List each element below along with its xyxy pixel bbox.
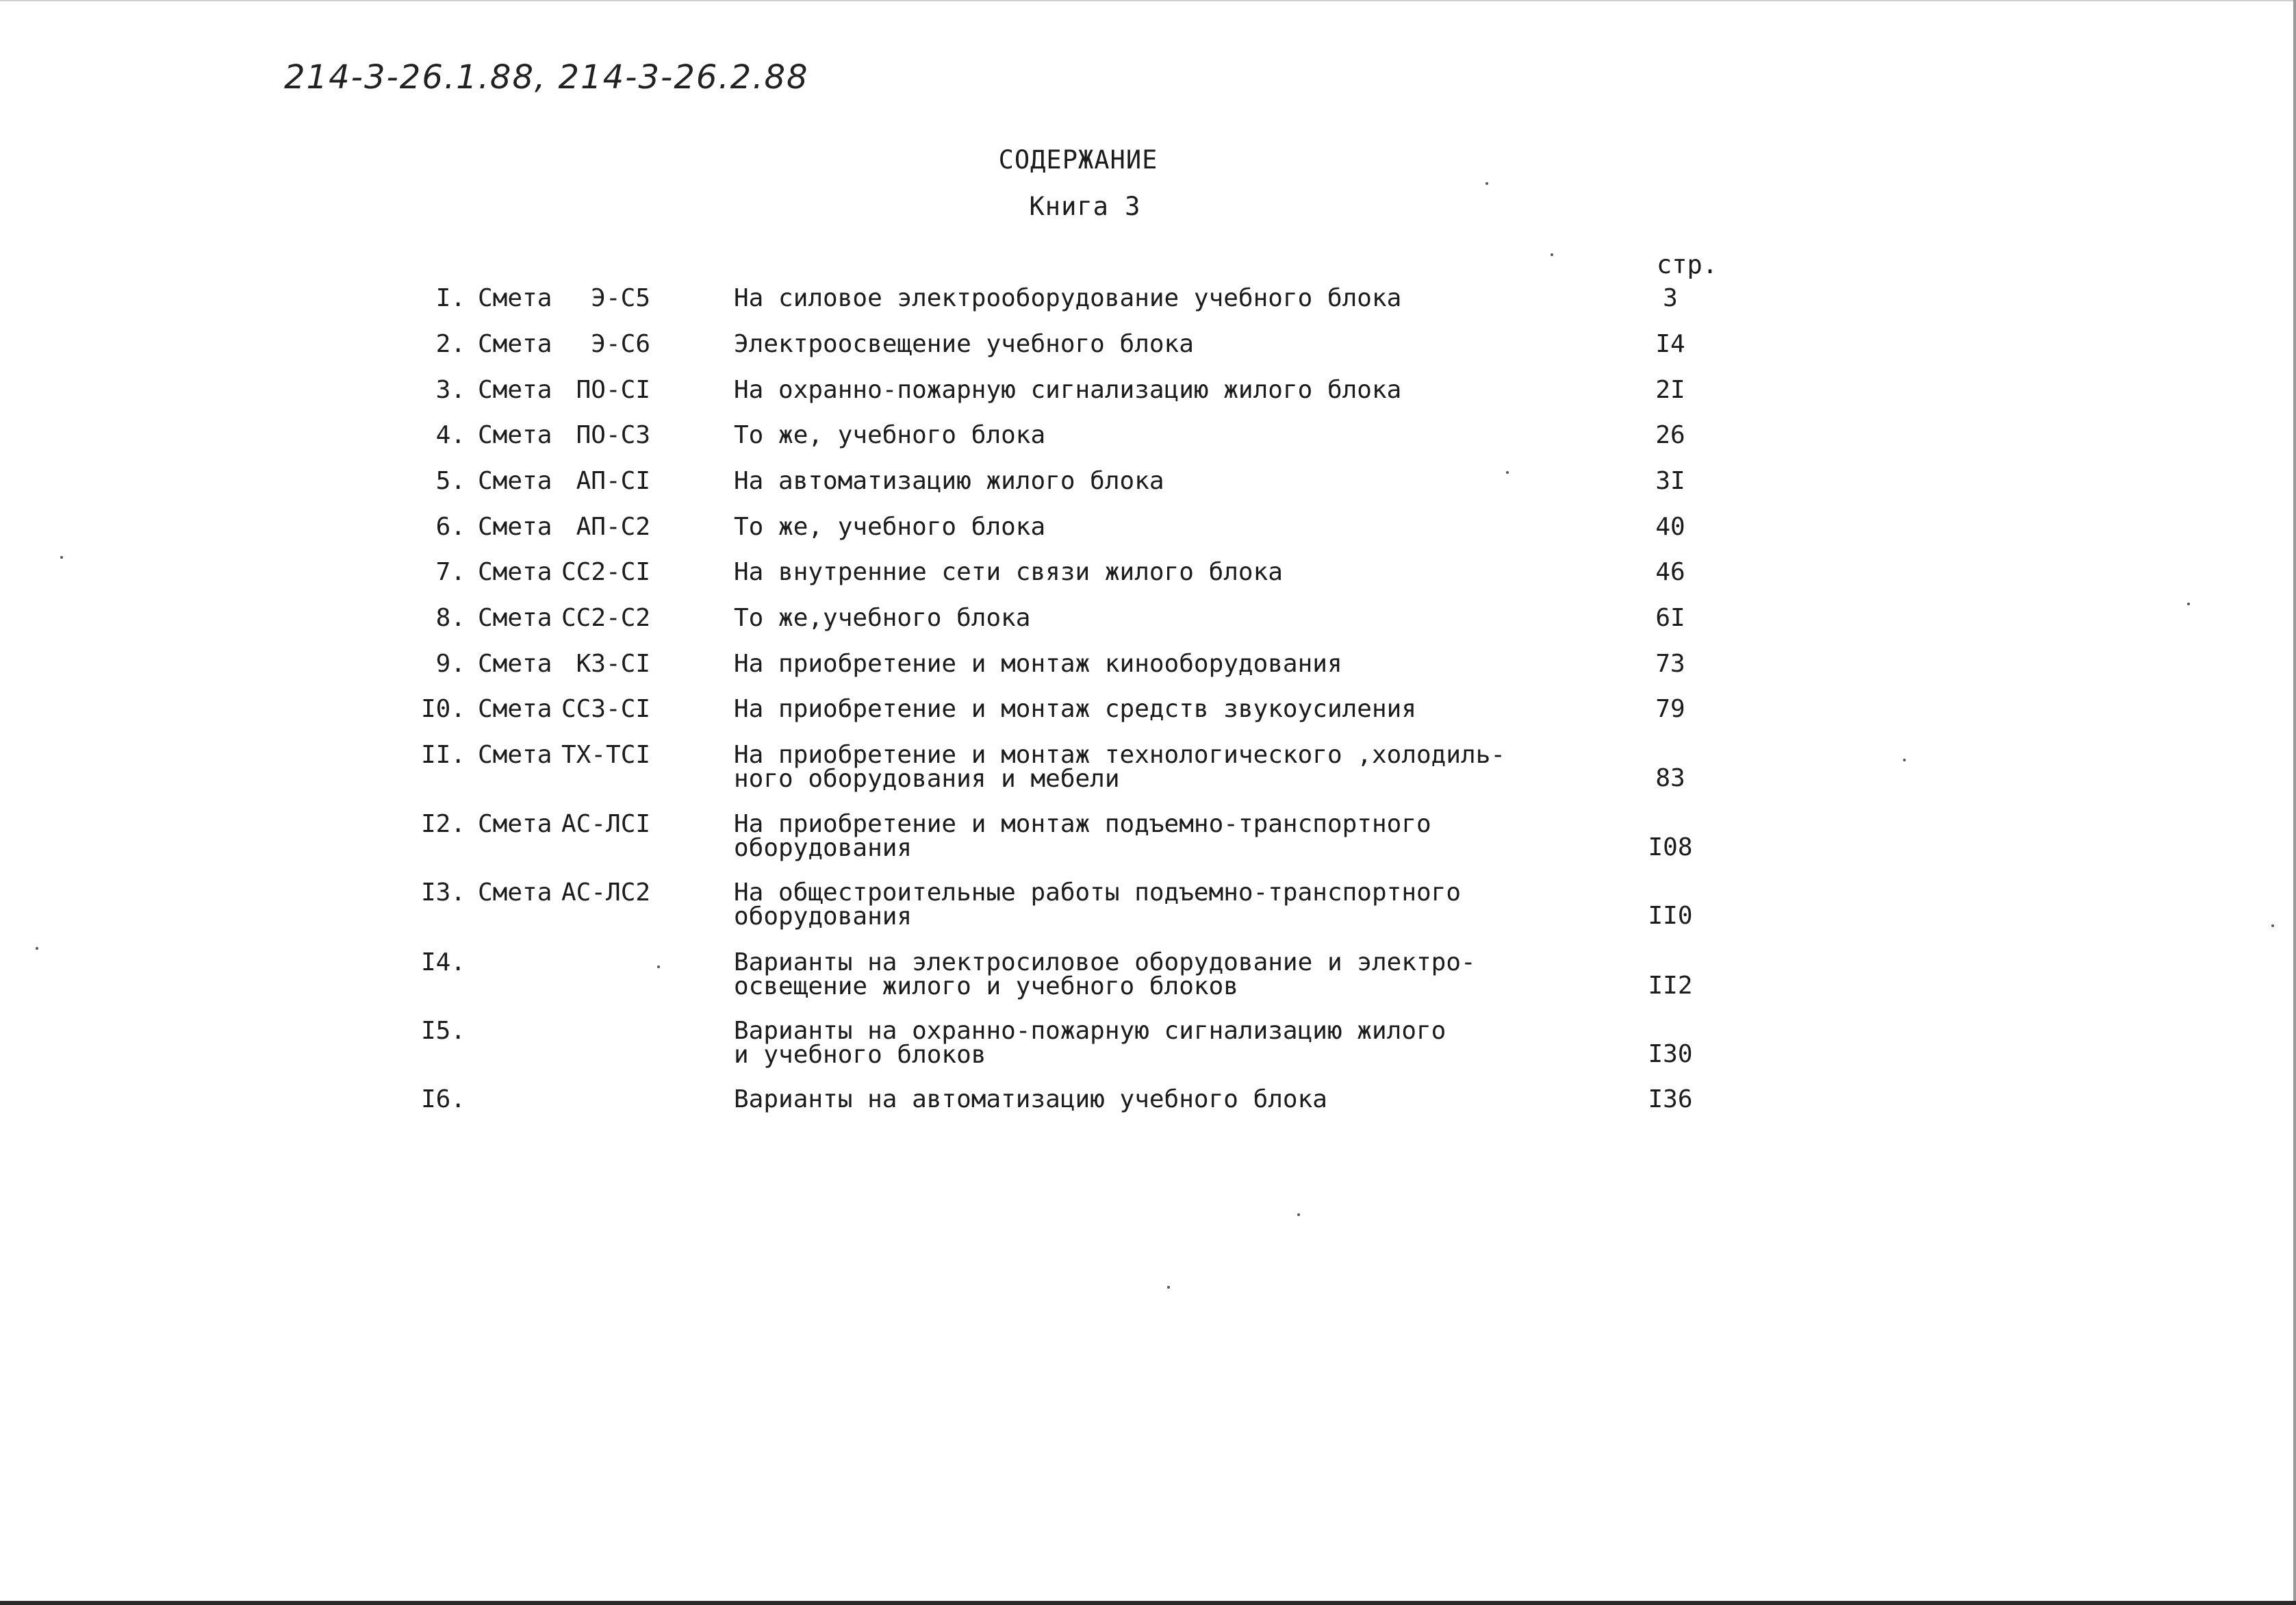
entry-description: То же, учебного блока: [734, 513, 1046, 541]
entry-description: То же,учебного блока: [734, 604, 1031, 632]
entry-description: Электроосвещение учебного блока: [734, 330, 1194, 358]
entry-number: 3.: [435, 376, 465, 404]
entry-description: На силовое электрооборудование учебного блока: [734, 284, 1402, 312]
entry-description: Варианты на охранно-пожарную сигнализацию жилого и учебного блоков: [734, 1017, 1446, 1069]
entry-number: 9.: [435, 650, 465, 678]
estimate-code: К3-СI: [576, 650, 650, 678]
entry-type: Смета: [478, 810, 552, 838]
scan-right-edge: [2293, 0, 2296, 1605]
entry-type: Смета: [478, 376, 552, 404]
page-number: I08: [1648, 833, 1693, 861]
entry-number: 4.: [435, 421, 465, 449]
estimate-code: АП-СI: [576, 467, 650, 495]
entry-description: На приобретение и монтаж кинооборудования: [734, 650, 1342, 678]
entry-type: Смета: [478, 421, 552, 449]
entry-type: Смета: [478, 467, 552, 495]
estimate-code: СС2-СI: [561, 558, 651, 586]
page-number: II0: [1648, 902, 1693, 930]
page-number: 46: [1655, 558, 1685, 586]
entry-number: I3.: [420, 879, 465, 907]
entry-type: Смета: [478, 330, 552, 358]
entry-type: Смета: [478, 650, 552, 678]
scan-speck: [657, 965, 660, 968]
page-number: 79: [1655, 695, 1685, 723]
scan-top-edge: [0, 0, 2296, 1]
entry-type: Смета: [478, 604, 552, 632]
page-number: 83: [1655, 764, 1685, 792]
scan-speck: [1903, 759, 1906, 761]
entry-description: На общестроительные работы подъемно-транспортного оборудования: [734, 879, 1462, 931]
estimate-code: СС3-СI: [561, 695, 651, 723]
page-number: 3I: [1655, 467, 1685, 495]
entry-number: 7.: [435, 558, 465, 586]
estimate-code: АП-С2: [576, 513, 650, 541]
entry-number: I.: [435, 284, 465, 312]
page-number: 3: [1663, 284, 1678, 312]
entry-description: На охранно-пожарную сигнализацию жилого блока: [734, 376, 1402, 404]
scan-speck: [2187, 603, 2190, 605]
page-column-header: стр.: [1657, 250, 1718, 279]
estimate-code: АС-ЛСI: [561, 810, 651, 838]
page-number: I4: [1655, 330, 1685, 358]
entry-description: На приобретение и монтаж средств звукоусиления: [734, 695, 1416, 723]
entry-number: 8.: [435, 604, 465, 632]
page-title: СОДЕРЖАНИЕ: [998, 145, 1158, 175]
entry-number: I4.: [420, 948, 465, 976]
scan-speck: [1551, 253, 1553, 256]
entry-description: Варианты на автоматизацию учебного блока: [734, 1085, 1327, 1113]
page-number: 40: [1655, 513, 1685, 541]
page-number: 26: [1655, 421, 1685, 449]
entry-description: На приобретение и монтаж технологического ,холодиль- ного оборудования и мебели: [734, 741, 1506, 793]
entry-type: Смета: [478, 284, 552, 312]
entry-number: I5.: [420, 1017, 465, 1045]
entry-number: 5.: [435, 467, 465, 495]
entry-number: II.: [420, 741, 465, 769]
page-number: 73: [1655, 650, 1685, 678]
entry-type: Смета: [478, 879, 552, 907]
page-number: 6I: [1655, 604, 1685, 632]
scan-speck: [60, 556, 63, 559]
entry-description: На приобретение и монтаж подъемно-транспортного оборудования: [734, 810, 1431, 862]
entry-number: I2.: [420, 810, 465, 838]
estimate-code: ПО-СI: [576, 376, 650, 404]
entry-description: На внутренние сети связи жилого блока: [734, 558, 1283, 586]
scan-speck: [1167, 1286, 1170, 1289]
scan-bottom-edge: [0, 1601, 2296, 1605]
page-number: I36: [1648, 1085, 1693, 1113]
estimate-code: СС2-С2: [561, 604, 651, 632]
handwritten-document-reference: 214-3-26.1.88, 214-3-26.2.88: [284, 58, 809, 97]
entry-type: Смета: [478, 695, 552, 723]
estimate-code: Э-С6: [591, 330, 650, 358]
entry-number: 6.: [435, 513, 465, 541]
page-number: I30: [1648, 1040, 1693, 1068]
page-number: II2: [1648, 972, 1693, 1000]
scan-speck: [1297, 1213, 1300, 1216]
book-subtitle: Книга 3: [1029, 192, 1141, 221]
entry-number: I6.: [420, 1085, 465, 1113]
estimate-code: ПО-С3: [576, 421, 650, 449]
scan-speck: [2271, 924, 2274, 927]
scan-speck: [1485, 182, 1488, 185]
page-number: 2I: [1655, 376, 1685, 404]
entry-number: I0.: [420, 695, 465, 723]
entry-description: То же, учебного блока: [734, 421, 1046, 449]
entry-description: Варианты на электросиловое оборудование и электро- освещение жилого и учебного блоков: [734, 948, 1476, 1000]
entry-description: На автоматизацию жилого блока: [734, 467, 1164, 495]
estimate-code: Э-С5: [591, 284, 650, 312]
entry-type: Смета: [478, 741, 552, 769]
entry-type: Смета: [478, 558, 552, 586]
entry-type: Смета: [478, 513, 552, 541]
estimate-code: АС-ЛС2: [561, 879, 651, 907]
entry-number: 2.: [435, 330, 465, 358]
scan-speck: [36, 947, 38, 950]
estimate-code: ТХ-ТСI: [561, 741, 651, 769]
scan-speck: [1506, 471, 1509, 474]
